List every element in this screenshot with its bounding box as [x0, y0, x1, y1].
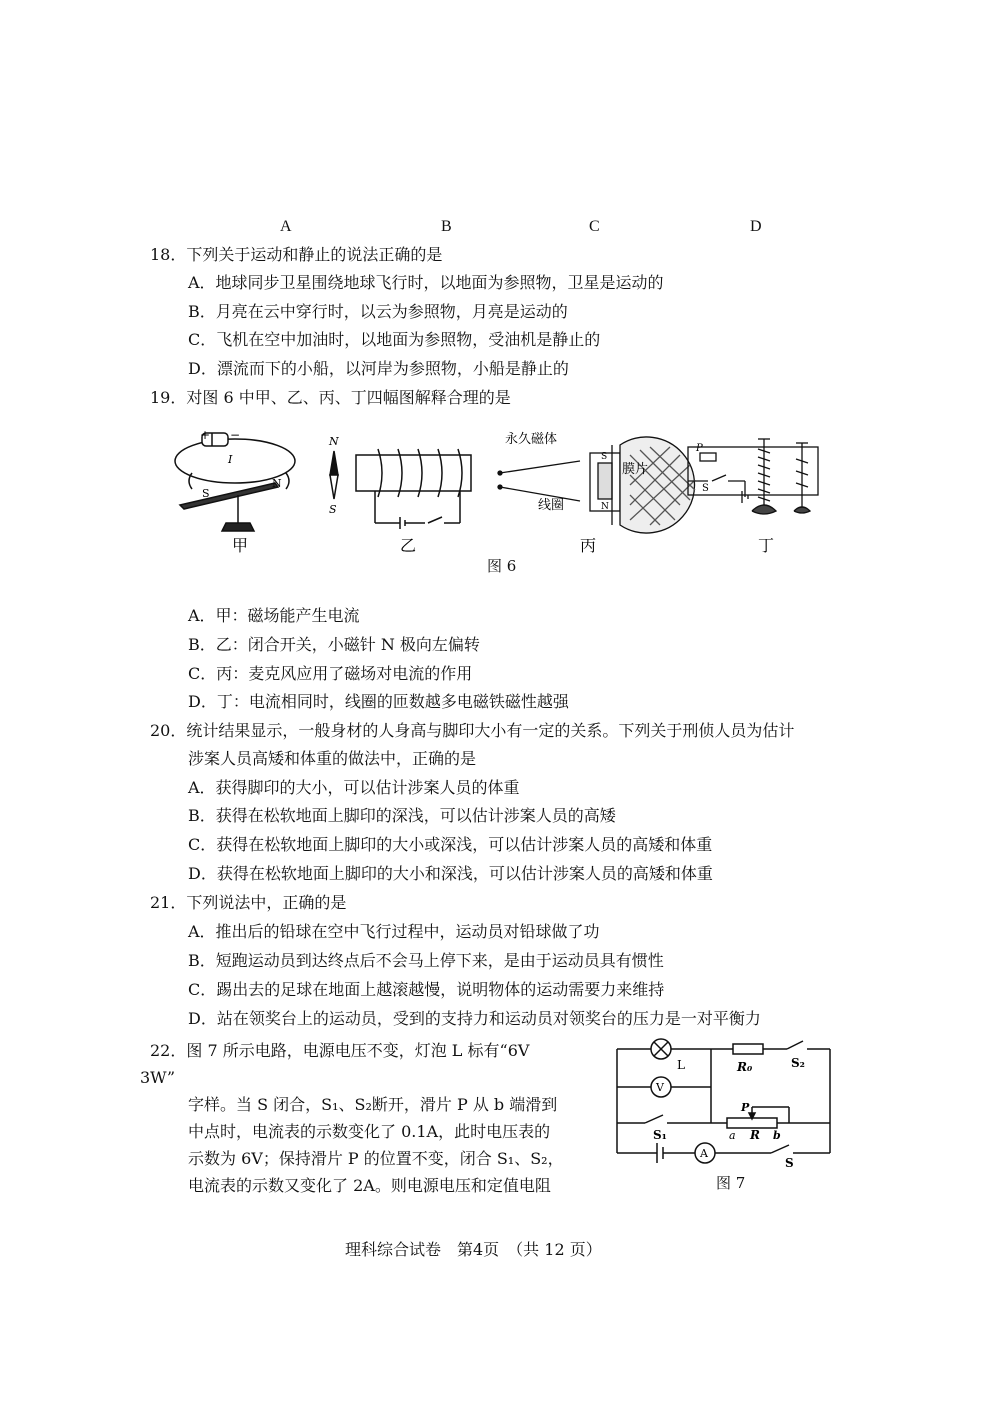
ding-p-label: P	[696, 443, 703, 454]
q22-line6: 电流表的示数又变化了 2A。则电源电压和定值电阻	[188, 1176, 551, 1195]
q22-line5: 示数为 6V；保持滑片 P 的位置不变，闭合 S₁、S₂，	[188, 1149, 564, 1168]
q20-stem-line1: 20．统计结果显示，一般身材的人身高与脚印大小有一定的关系。下列关于刑侦人员为估计	[150, 721, 795, 740]
bing-diaphragm-label: 膜片	[622, 462, 649, 477]
q19-option-c: C．丙：麦克风应用了磁场对电流的作用	[188, 664, 473, 683]
q22-line1: 22．图 7 所示电路，电源电压不变，灯泡 L 标有“6V	[150, 1041, 530, 1060]
page-footer: 理科综合试卷 第4页 （共 12 页）	[345, 1240, 602, 1259]
bing-label: 丙	[580, 536, 597, 555]
q18-option-a: A．地球同步卫星围绕地球飞行时，以地面为参照物，卫星是运动的	[188, 273, 664, 292]
q20-option-a: A．获得脚印的大小，可以估计涉案人员的体重	[188, 778, 520, 797]
q19-stem: 19．对图 6 中甲、乙、丙、丁四幅图解释合理的是	[150, 388, 511, 407]
circuit-label-r0: R₀	[737, 1060, 753, 1074]
q21-stem: 21．下列说法中，正确的是	[150, 893, 347, 912]
yi-label: 乙	[400, 536, 417, 555]
q20-option-c: C．获得在松软地面上脚印的大小或深浅，可以估计涉案人员的高矮和体重	[188, 835, 713, 854]
q22-line3: 字样。当 S 闭合，S₁、S₂断开，滑片 P 从 b 端滑到	[188, 1095, 558, 1114]
jia-minus: −	[230, 428, 241, 442]
bing-n-label: N	[601, 502, 609, 512]
q19-option-b: B．乙：闭合开关，小磁针 N 极向左偏转	[188, 635, 480, 654]
figure-7-circuit	[605, 1035, 850, 1170]
circuit-label-l: L	[677, 1058, 685, 1072]
prev-option-a: A	[280, 218, 292, 235]
yi-n-label: N	[329, 435, 339, 448]
circuit-label-a-end: a	[729, 1129, 736, 1142]
prev-option-b: B	[441, 218, 452, 235]
jia-n-label: N	[272, 477, 282, 490]
q22-line4: 中点时，电流表的示数变化了 0.1A，此时电压表的	[188, 1122, 551, 1141]
circuit-label-s1: S₁	[653, 1128, 667, 1142]
circuit-label-p: P	[741, 1101, 750, 1114]
q19-option-d: D．丁：电流相同时，线圈的匝数越多电磁铁磁性越强	[188, 692, 569, 711]
circuit-label-r: R	[750, 1128, 760, 1142]
figure-6-bing	[498, 437, 695, 533]
figure-6-caption: 图 6	[487, 557, 517, 575]
figure-6-ding	[688, 439, 818, 514]
q18-option-b: B．月亮在云中穿行时，以云为参照物，月亮是运动的	[188, 302, 568, 321]
q20-option-b: B．获得在松软地面上脚印的深浅，可以估计涉案人员的高矮	[188, 806, 616, 825]
q18-option-d: D．漂流而下的小船，以河岸为参照物，小船是静止的	[188, 359, 569, 378]
q22-line2: 3W”	[140, 1068, 176, 1087]
jia-plus: +	[200, 428, 211, 442]
yi-s-label: S	[329, 503, 337, 516]
ding-s-label: S	[702, 483, 709, 494]
circuit-label-ammeter: A	[700, 1147, 708, 1160]
q21-option-d: D．站在领奖台上的运动员，受到的支持力和运动员对领奖台的压力是一对平衡力	[188, 1009, 761, 1028]
figure-6-yi	[330, 449, 471, 529]
q18-option-c: C．飞机在空中加油时，以地面为参照物，受油机是静止的	[188, 330, 601, 349]
q20-option-d: D．获得在松软地面上脚印的大小和深浅，可以估计涉案人员的高矮和体重	[188, 864, 713, 883]
q21-option-b: B．短跑运动员到达终点后不会马上停下来，是由于运动员具有惯性	[188, 951, 664, 970]
bing-coil-label: 线圈	[538, 498, 565, 513]
circuit-label-b-end: b	[773, 1129, 781, 1142]
q21-option-c: C．踢出去的足球在地面上越滚越慢，说明物体的运动需要力来维持	[188, 980, 665, 999]
jia-current-label: I	[228, 453, 233, 466]
jia-label: 甲	[232, 536, 249, 555]
circuit-label-s2: S₂	[791, 1056, 805, 1070]
q18-stem: 18．下列关于运动和静止的说法正确的是	[150, 245, 443, 264]
q19-option-a: A．甲：磁场能产生电流	[188, 606, 360, 625]
prev-option-c: C	[589, 218, 600, 235]
q20-stem-line2: 涉案人员高矮和体重的做法中，正确的是	[188, 749, 477, 768]
figure-6	[160, 425, 840, 560]
bing-s-label: S	[601, 452, 608, 462]
bing-magnet-label: 永久磁体	[505, 432, 558, 447]
ding-label: 丁	[758, 536, 775, 555]
q21-option-a: A．推出后的铅球在空中飞行过程中，运动员对铅球做了功	[188, 922, 600, 941]
prev-option-d: D	[750, 218, 762, 235]
figure-7-caption: 图 7	[716, 1174, 746, 1192]
circuit-label-v: V	[656, 1081, 664, 1094]
jia-s-label: S	[202, 487, 210, 500]
circuit-label-s: S	[785, 1156, 794, 1170]
